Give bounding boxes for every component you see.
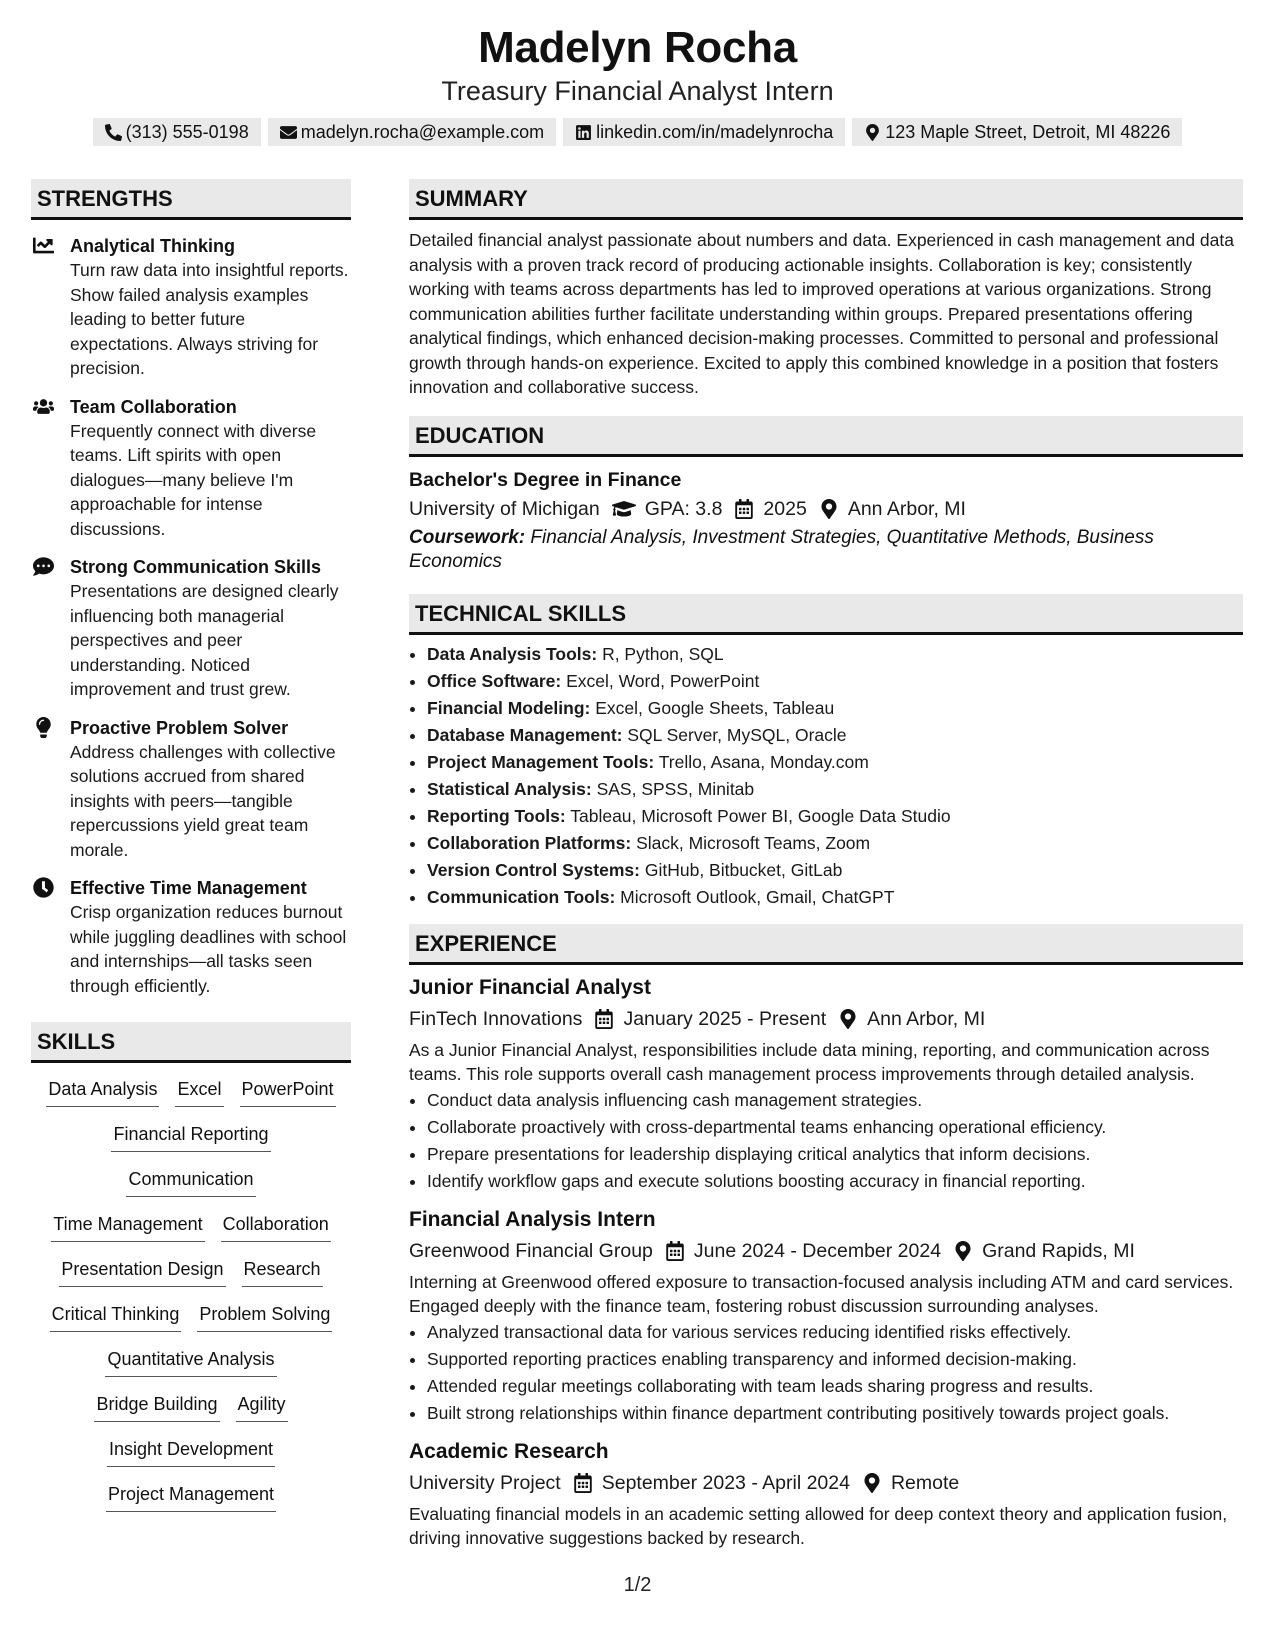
calendar-icon (594, 1009, 614, 1029)
skill-row (31, 1165, 351, 1210)
skill-category: Statistical Analysis: (427, 778, 592, 799)
contact-phone[interactable] (93, 118, 261, 146)
job-meta (409, 1004, 1243, 1034)
skill-tag: Quantitative Analysis (105, 1345, 276, 1377)
job-dates: January 2025 - Present (623, 1007, 827, 1030)
job-title: Financial Analysis Intern (409, 1207, 656, 1231)
strength-text: Presentations are designed clearly influencing both managerial perspectives and peer understanding. Noticed improvement and trust grew. (70, 581, 339, 699)
list-item: • Collaborate proactively with cross-departmental teams enhancing operational efficiency. (427, 1114, 1243, 1141)
technical-skills-list (409, 641, 1243, 911)
skill-values: Excel, Word, PowerPoint (566, 670, 760, 691)
job-dates: September 2023 - April 2024 (601, 1471, 850, 1494)
strength-item (31, 395, 351, 542)
skill-tag: Communication (126, 1165, 255, 1197)
company-name: University Project (409, 1471, 561, 1494)
skill-category: Financial Modeling: (427, 697, 591, 718)
skill-row (31, 1120, 351, 1165)
strength-title: Team Collaboration (70, 396, 237, 417)
contact-address (852, 118, 1182, 146)
list-item (427, 695, 1243, 722)
candidate-title: Treasury Financial Analyst Intern (441, 76, 834, 106)
skill-tag: Critical Thinking (50, 1300, 182, 1332)
list-item (427, 776, 1243, 803)
skill-row (31, 1300, 351, 1345)
job-entry (409, 973, 1243, 1195)
graduation-cap-icon (612, 499, 636, 519)
coursework-text: Financial Analysis, Investment Strategies, Quantitative Methods, Business Economics (409, 526, 1154, 572)
skill-tag: Time Management (51, 1210, 204, 1242)
skill-tag: Excel (175, 1075, 223, 1107)
skill-values: Tableau, Microsoft Power BI, Google Data Studio (570, 805, 951, 826)
page-number: 1/2 (623, 1574, 652, 1596)
job-description: As a Junior Financial Analyst, responsibilities include data mining, reporting, and communication across teams. This role supports overall cash management process improvements through detailed analysis. (409, 1039, 1210, 1084)
strength-title: Analytical Thinking (70, 236, 236, 256)
education-location: Ann Arbor, MI (847, 497, 966, 520)
skill-category: Office Software: (427, 670, 562, 691)
skill-values: GitHub, Bitbucket, GitLab (644, 859, 843, 880)
skill-values: SQL Server, MySQL, Oracle (627, 724, 847, 745)
skill-row (31, 1345, 351, 1390)
education-heading: EDUCATION (409, 416, 1243, 457)
strength-item (31, 716, 351, 863)
envelope-icon (280, 124, 297, 141)
contact-linkedin[interactable] (563, 118, 845, 146)
map-pin-icon (953, 1241, 973, 1261)
map-pin-icon (838, 1009, 858, 1029)
strengths-heading: STRENGTHS (31, 179, 351, 220)
summary-text: Detailed financial analyst passionate about numbers and data. Experienced in cash management and data analysis with a proven track record of producing actionable insights. Collaboration is key; consistently working with teams across departments has led to improved operations at various organizations. Strong communication abilities further facilitate understanding within groups. Prepared presentations offering analytical findings, which enhanced decision-making processes. Committed to personal and professional growth through hands-on experience. Excited to apply this combined knowledge in a position that fosters innovation and collaborative success. (409, 230, 1234, 397)
skill-category: Communication Tools: (427, 886, 616, 907)
strength-text: Crisp organization reduces burnout while juggling deadlines with school and internships—all tasks seen through efficiently. (70, 902, 347, 996)
map-pin-icon (862, 1473, 882, 1493)
degree-title: Bachelor's Degree in Finance (409, 468, 682, 491)
calendar-icon (573, 1473, 593, 1493)
job-bullets (409, 1087, 1243, 1195)
linkedin-text: linkedin.com/in/madelynrocha (596, 122, 834, 142)
skill-category: Reporting Tools: (427, 805, 566, 826)
list-item (427, 749, 1243, 776)
skills-section (31, 1022, 351, 1525)
skill-tag: Project Management (106, 1480, 276, 1512)
address-text: 123 Maple Street, Detroit, MI 48226 (885, 122, 1171, 142)
skill-tag: Problem Solving (197, 1300, 332, 1332)
skill-row (31, 1255, 351, 1300)
job-meta (409, 1468, 1243, 1498)
chart-line-icon (33, 235, 54, 256)
skill-tag: Collaboration (221, 1210, 331, 1242)
contact-bar (0, 118, 1275, 146)
job-location: Grand Rapids, MI (982, 1239, 1135, 1262)
calendar-icon (734, 499, 754, 519)
calendar-icon (665, 1241, 685, 1261)
strength-item (31, 555, 351, 702)
map-pin-icon (864, 124, 881, 141)
company-name: FinTech Innovations (409, 1007, 583, 1030)
list-item (427, 641, 1243, 668)
skills-heading: SKILLS (31, 1022, 351, 1063)
candidate-name: Madelyn Rocha (478, 23, 797, 72)
strength-text: Address challenges with collective solutions accrued from shared insights with peers—tangible repercussions yield great team morale. (70, 741, 336, 860)
list-item (427, 884, 1243, 911)
job-bullets (409, 1319, 1243, 1427)
skill-category: Project Management Tools: (427, 751, 655, 772)
email-text: madelyn.rocha@example.com (300, 122, 545, 142)
phone-icon (105, 124, 122, 141)
skill-tag: Data Analysis (46, 1075, 159, 1107)
list-item: • Identify workflow gaps and execute solutions boosting accuracy in financial reporting. (427, 1168, 1243, 1195)
skills-list (31, 1075, 351, 1525)
skill-tag: Agility (236, 1390, 288, 1422)
skill-row (31, 1435, 351, 1480)
linkedin-icon (575, 124, 592, 141)
right-column (409, 179, 1243, 1551)
coursework-label: Coursework: (409, 526, 526, 548)
job-entry (409, 1437, 1243, 1551)
job-title: Academic Research (409, 1439, 609, 1463)
skill-tag: Financial Reporting (111, 1120, 270, 1152)
strength-text: Frequently connect with diverse teams. Lift spirits with open dialogues—many believe I'm approachable for intense discussions. (70, 420, 317, 539)
skill-category: Collaboration Platforms: (427, 832, 632, 853)
skill-row (31, 1480, 351, 1525)
comment-dots-icon (33, 556, 54, 577)
left-column (31, 179, 351, 1525)
list-item: • Attended regular meetings collaborating with team leads sharing progress and results. (427, 1373, 1243, 1400)
list-item (427, 803, 1243, 830)
strength-title: Strong Communication Skills (70, 557, 322, 577)
gpa-text: GPA: 3.8 (644, 497, 723, 520)
experience-section (409, 924, 1243, 1551)
list-item: • Prepare presentations for leadership displaying critical analytics that inform decisions. (427, 1141, 1243, 1168)
strength-text: Turn raw data into insightful reports. Show failed analysis examples leading to better future expectations. Always striving for precision. (70, 260, 349, 378)
company-name: Greenwood Financial Group (409, 1239, 653, 1262)
job-title: Junior Financial Analyst (409, 975, 651, 999)
list-item (427, 857, 1243, 884)
strength-title: Proactive Problem Solver (70, 717, 289, 738)
list-item (427, 722, 1243, 749)
users-icon (33, 396, 54, 417)
skill-row (31, 1210, 351, 1255)
skill-row (31, 1075, 351, 1120)
school-name: University of Michigan (409, 497, 600, 520)
strength-title: Effective Time Management (70, 878, 307, 898)
skill-row (31, 1390, 351, 1435)
skill-category: Version Control Systems: (427, 859, 640, 880)
job-meta (409, 1236, 1243, 1266)
skill-category: Data Analysis Tools: (427, 643, 598, 664)
skill-values: R, Python, SQL (602, 643, 724, 664)
skill-values: Trello, Asana, Monday.com (658, 751, 869, 772)
skill-tag: Research (242, 1255, 323, 1287)
job-location: Remote (890, 1471, 960, 1494)
list-item: • Analyzed transactional data for various services reducing identified risks effectively. (427, 1319, 1243, 1346)
skill-tag: Bridge Building (94, 1390, 219, 1422)
job-description: Interning at Greenwood offered exposure to transaction-focused analysis including ATM and card services. Engaged deeply with the finance team, fostering robust discussion surrounding analyses. (409, 1271, 1234, 1316)
list-item: • Conduct data analysis influencing cash management strategies. (427, 1087, 1243, 1114)
skill-values: Microsoft Outlook, Gmail, ChatGPT (620, 886, 895, 907)
technical-skills-heading: TECHNICAL SKILLS (409, 594, 1243, 635)
skill-tag: Presentation Design (59, 1255, 225, 1287)
job-dates: June 2024 - December 2024 (693, 1239, 942, 1262)
phone-text: (313) 555-0198 (125, 122, 249, 142)
skill-tag: PowerPoint (240, 1075, 336, 1107)
experience-heading: EXPERIENCE (409, 924, 1243, 965)
skill-values: Slack, Microsoft Teams, Zoom (636, 832, 871, 853)
list-item (427, 668, 1243, 695)
education-section (409, 416, 1243, 574)
resume-header (0, 22, 1275, 146)
lightbulb-icon (33, 717, 54, 738)
contact-email[interactable] (268, 118, 556, 146)
education-meta (409, 494, 1243, 524)
skill-values: SAS, SPSS, Minitab (596, 778, 755, 799)
graduation-year: 2025 (763, 497, 807, 520)
skill-values: Excel, Google Sheets, Tableau (595, 697, 835, 718)
list-item: • Built strong relationships within finance department contributing positively towards project goals. (427, 1400, 1243, 1427)
clock-icon (33, 877, 54, 898)
strength-item (31, 876, 351, 998)
map-pin-icon (819, 499, 839, 519)
skill-tag: Insight Development (107, 1435, 275, 1467)
job-description: Evaluating financial models in an academic setting allowed for deep context theory and application fusion, driving innovative suggestions backed by research. (409, 1503, 1228, 1548)
list-item: • Supported reporting practices enabling transparency and informed decision-making. (427, 1346, 1243, 1373)
coursework (409, 526, 1243, 574)
technical-skills-section (409, 594, 1243, 911)
summary-heading: SUMMARY (409, 179, 1243, 220)
strength-item (31, 234, 351, 381)
job-entry (409, 1205, 1243, 1427)
job-location: Ann Arbor, MI (867, 1007, 986, 1030)
list-item (427, 830, 1243, 857)
skill-category: Database Management: (427, 724, 623, 745)
